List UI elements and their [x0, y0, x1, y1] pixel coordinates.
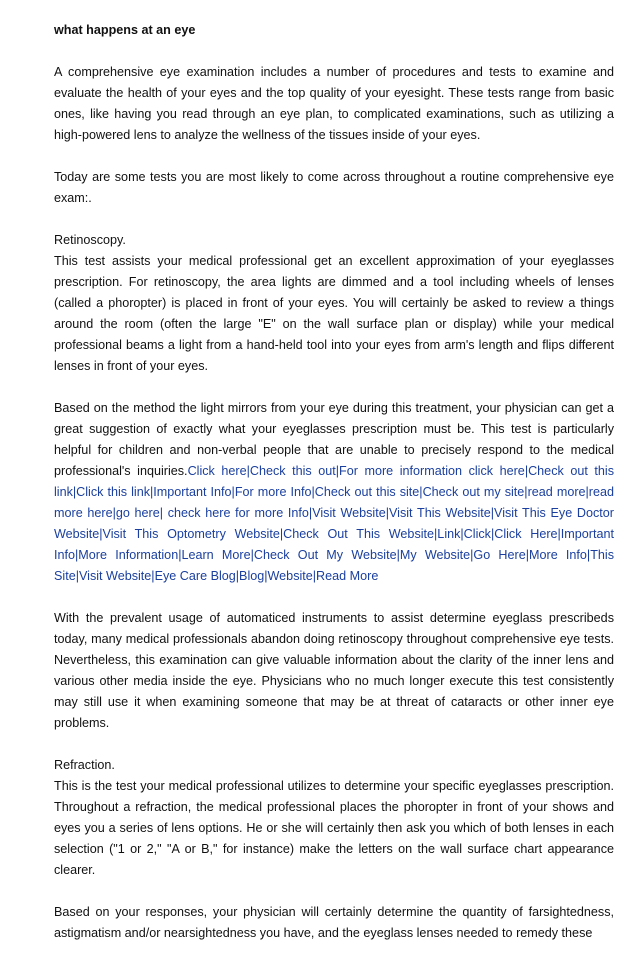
light-reflection-paragraph: [54, 398, 614, 587]
retinoscopy-heading: Retinoscopy.: [54, 233, 126, 247]
document-title: what happens at an eye: [54, 23, 196, 37]
light-reflection-text: Based on the method the light mirrors from your eye during this treatment, your physician can get a great suggestion of exactly what your eyeglasses prescription must be. This test is particularly helpful for children and non-verbal people that are unable to precisely respond to the medical professional's inquiries.: [54, 401, 614, 478]
retinoscopy-section: [54, 230, 614, 377]
refraction-heading: Refraction.: [54, 758, 115, 772]
automated-instruments-paragraph: With the prevalent usage of automaticed instruments to assist determine eyeglass prescribeds today, many medical professionals abandon doing retinoscopy throughout comprehensive eye tests. Nevertheless, this examination can give valuable information about the clarity of the inner lens and various other media inside the eye. Physicians who no much longer execute this test consistently may still use it when examining someone that may be at threat of cataracts or other inner eye problems.: [54, 611, 614, 730]
refraction-section: [54, 755, 614, 881]
document-page: [54, 20, 614, 965]
retinoscopy-paragraph: This test assists your medical professional get an excellent approximation of your eyeglasses prescription. For retinoscopy, the area lights are dimmed and a tool including wheels of lenses (called a phoropter) is placed in front of your eyes. You will certainly be asked to review a things around the room (often the large "E" on the wall surface plan or display) while your medical professional beams a light from a hand-held tool into your eyes from arm's length and flips different lenses in front of your eyes.: [54, 254, 614, 373]
tests-intro-paragraph: Today are some tests you are most likely to come across throughout a routine comprehensive eye exam:.: [54, 170, 614, 205]
intro-paragraph: A comprehensive eye examination includes a number of procedures and tests to examine and evaluate the health of your eyes and the top quality of your eyesight. These tests range from basic ones, like having you read through an eye plan, to complicated examinations, such as utilizing a high-powered lens to analyze the wellness of the tissues inside of your eyes.: [54, 65, 614, 142]
refraction-paragraph: This is the test your medical professional utilizes to determine your specific eyeglasses prescription. Throughout a refraction, the medical professional places the phoropter in front of your shows and eyes you a series of lens options. He or she will certainly then ask you which of both lenses in each selection ("1 or 2," "A or B," for instance) make the letters on the wall surface chart appearance clearer.: [54, 779, 614, 877]
responses-paragraph: Based on your responses, your physician will certainly determine the quantity of farsightedness, astigmatism and/or nearsightedness you have, and the eyeglass lenses needed to remedy these: [54, 905, 614, 940]
promo-links[interactable]: Click here|Check this out|For more information click here|Check out this link|Click this link|Important Info|For more Info|Check out this site|Check out my site|read more|read more here|go here| check here for more Info|Visit Website|Visit This Website|Visit This Eye Doctor Website|Visit This Optometry Website|Check Out This Website|Link|Click|Click Here|Important Info|More Information|Learn More|Check Out My Website|My Website|Go Here|More Info|This Site|Visit Website|Eye Care Blog|Blog|Website|Read More: [54, 464, 614, 583]
